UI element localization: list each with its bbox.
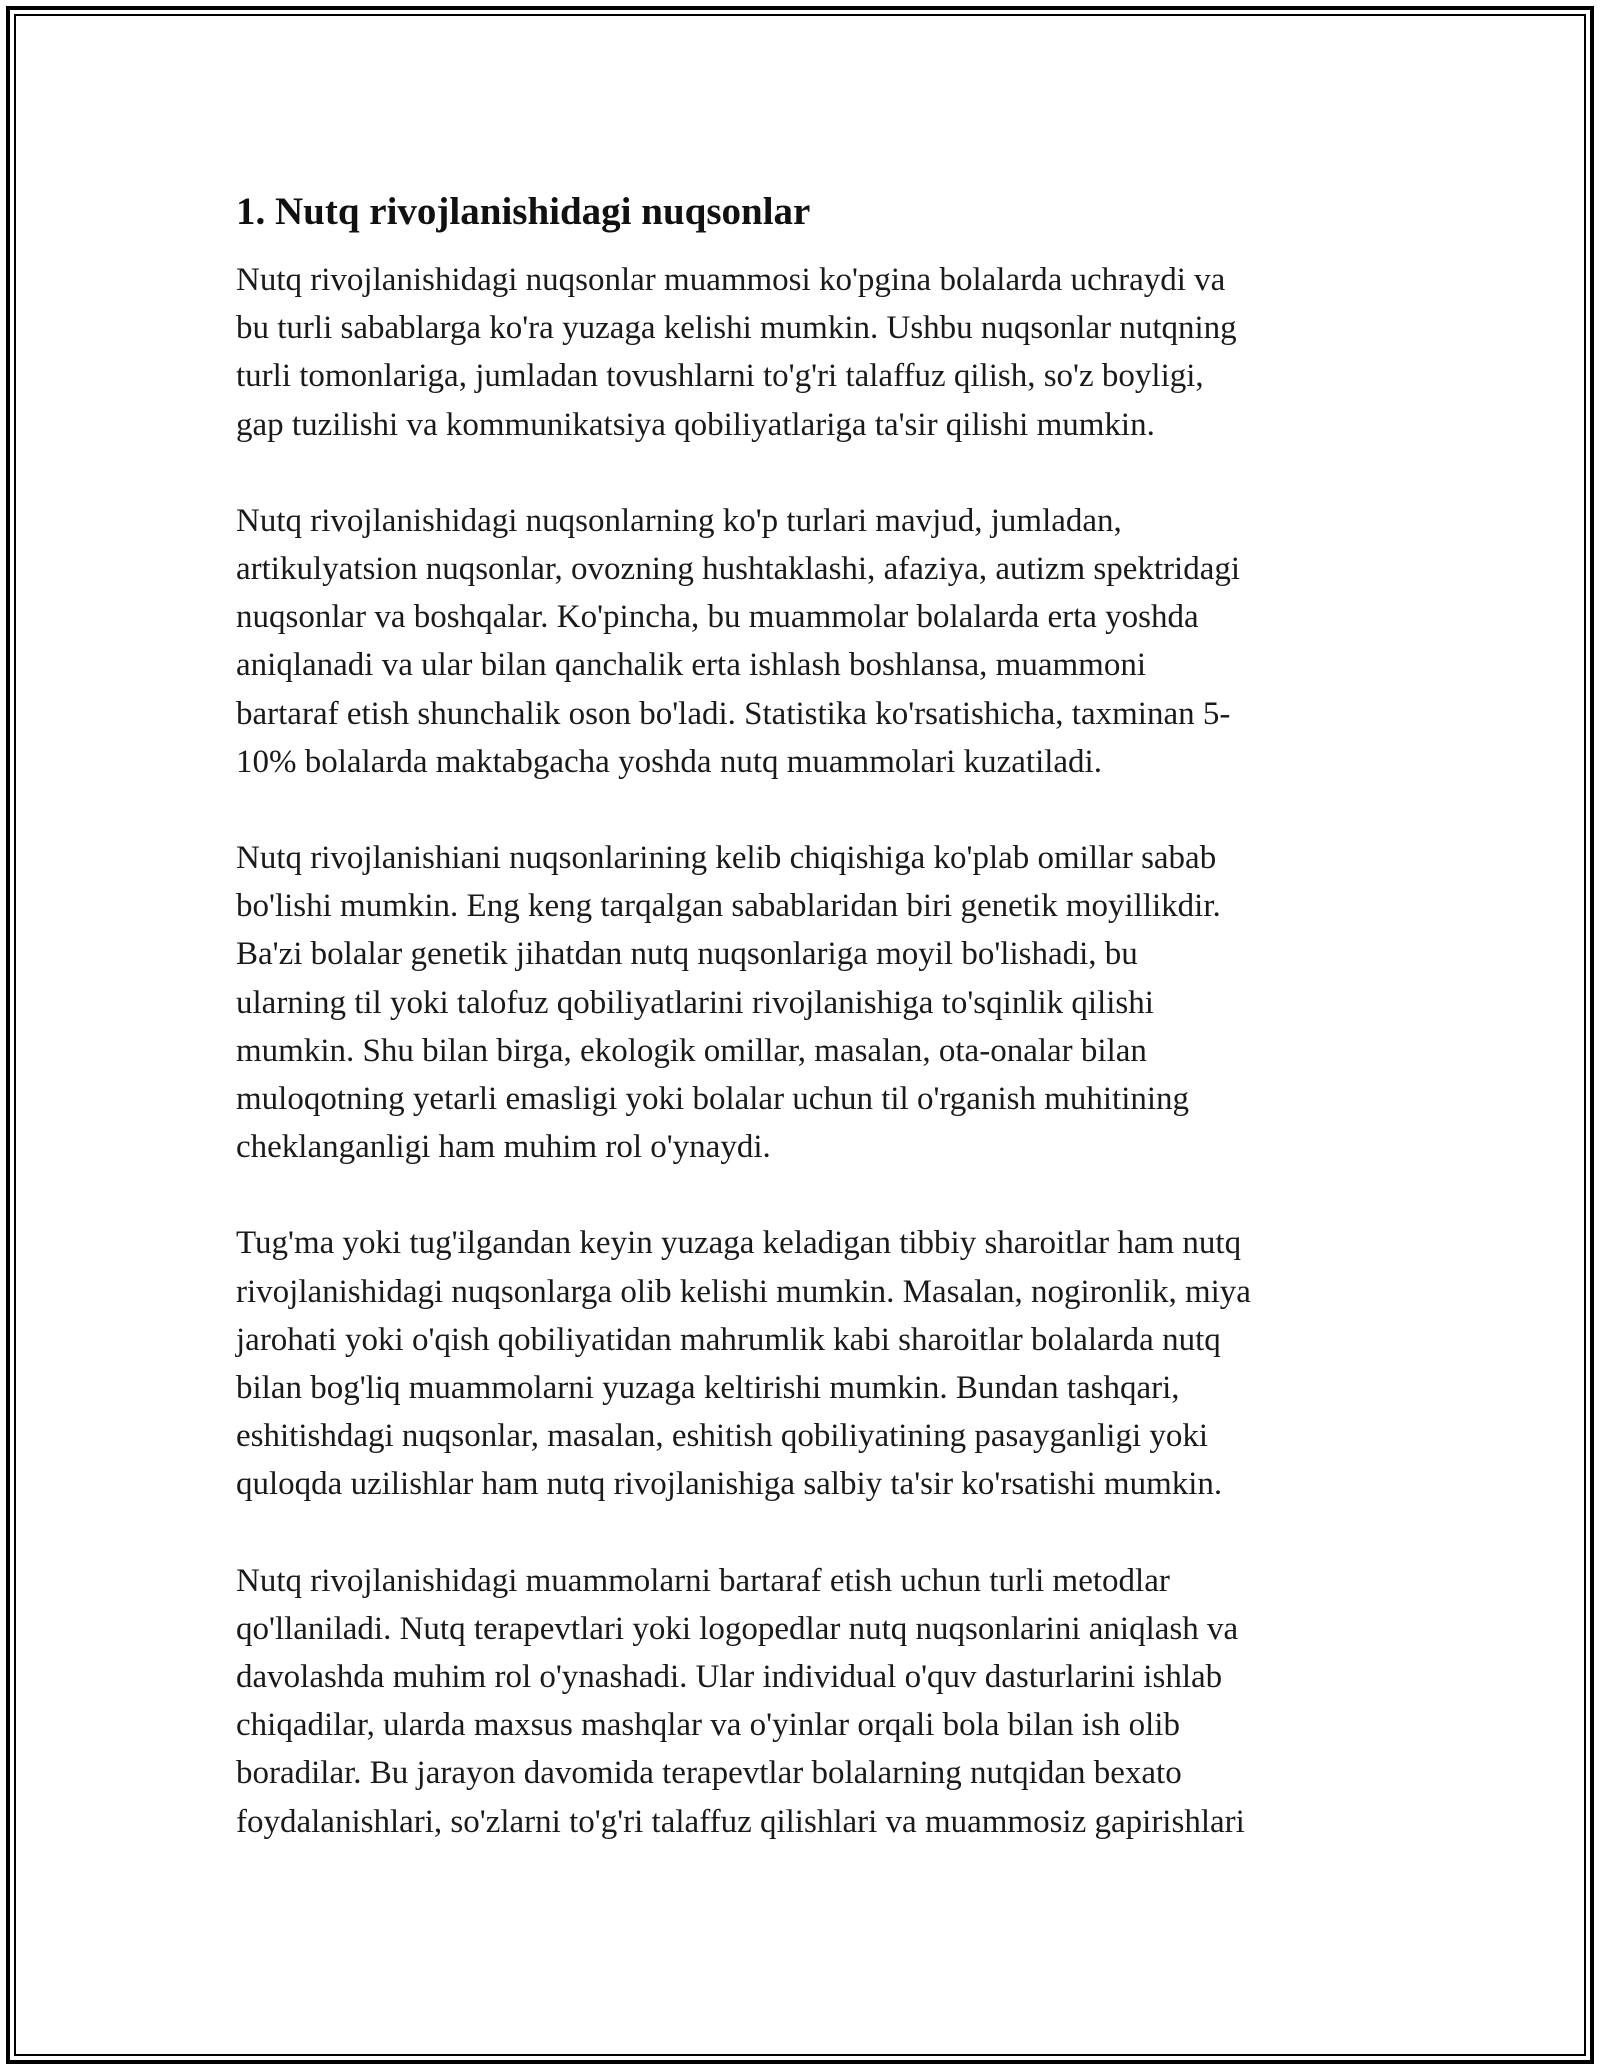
paragraph-3: Nutq rivojlanishiani nuqsonlarining kelib chiqishiga ko'plab omillar sabab bo'lishi mumkin. Eng keng tarqalgan sabablaridan biri genetik moyillikdir. Ba'zi bolalar genetik jihatdan nutq nuqsonlariga moyil bo'lishadi, bu ularning til yoki talofuz qobiliyatlarini rivojlanishiga to'sqinlik qilishi mumkin. Shu bilan birga, ekologik omillar, masalan, ota-onalar bilan muloqotning yetarli emasligi yoki bolalar uchun til o'rganish muhitining cheklanganligi ham muhim rol o'ynaydi. (236, 840, 1221, 1166)
paragraph-2: Nutq rivojlanishidagi nuqsonlarning ko'p turlari mavjud, jumladan, artikulyatsion nuqsonlar, ovozning hushtaklashi, afaziya, autizm spektridagi nuqsonlar va boshqalar. Ko'pincha, bu muammolar bolalarda erta yoshda aniqlanadi va ular bilan qanchalik erta ishlash boshlansa, muammoni bartaraf etish shunchalik oson bo'ladi. Statistika ko'rsatishicha, taxminan 5- 10% bolalarda maktabgacha yoshda nutq muammolari kuzatiladi. (236, 502, 1241, 780)
paragraph-1: Nutq rivojlanishidagi nuqsonlar muammosi ko'pgina bolalarda uchraydi va bu turli sabablarga ko'ra yuzaga kelishi mumkin. Ushbu nuqsonlar nutqning turli tomonlariga, jumladan tovushlarni to'g'ri talaffuz qilish, so'z boyligi, gap tuzilishi va kommunikatsiya qobiliyatlariga ta'sir qilishi mumkin. (236, 262, 1237, 443)
paragraph-4: Tug'ma yoki tug'ilgandan keyin yuzaga keladigan tibbiy sharoitlar ham nutq rivojlanishidagi nuqsonlarga olib kelishi mumkin. Masalan, nogironlik, miya jarohati yoki o'qish qobiliyatidan mahrumlik kabi sharoitlar bolalarda nutq bilan bog'liq muammolarni yuzaga keltirishi mumkin. Bundan tashqari, eshitishdagi nuqsonlar, masalan, eshitish qobiliyatining pasayganligi yoki quloqda uzilishlar ham nutq rivojlanishiga salbiy ta'sir ko'rsatishi mumkin. (236, 1225, 1251, 1503)
section-heading: 1. Nutq rivojlanishidagi nuqsonlar (236, 190, 811, 233)
paragraph-5: Nutq rivojlanishidagi muammolarni bartaraf etish uchun turli metodlar qo'llaniladi. Nutq terapevtlari yoki logopedlar nutq nuqsonlarini aniqlash va davolashda muhim rol o'ynashadi. Ular individual o'quv dasturlarini ishlab chiqadilar, ularda maxsus mashqlar va o'yinlar orqali bola bilan ish olib boradilar. Bu jarayon davomida terapevtlar bolalarning nutqidan bexato foydalanishlari, so'zlarni to'g'ri talaffuz qilishlari va muammosiz gapirishlari (236, 1562, 1245, 1840)
document-body (236, 186, 1386, 1894)
